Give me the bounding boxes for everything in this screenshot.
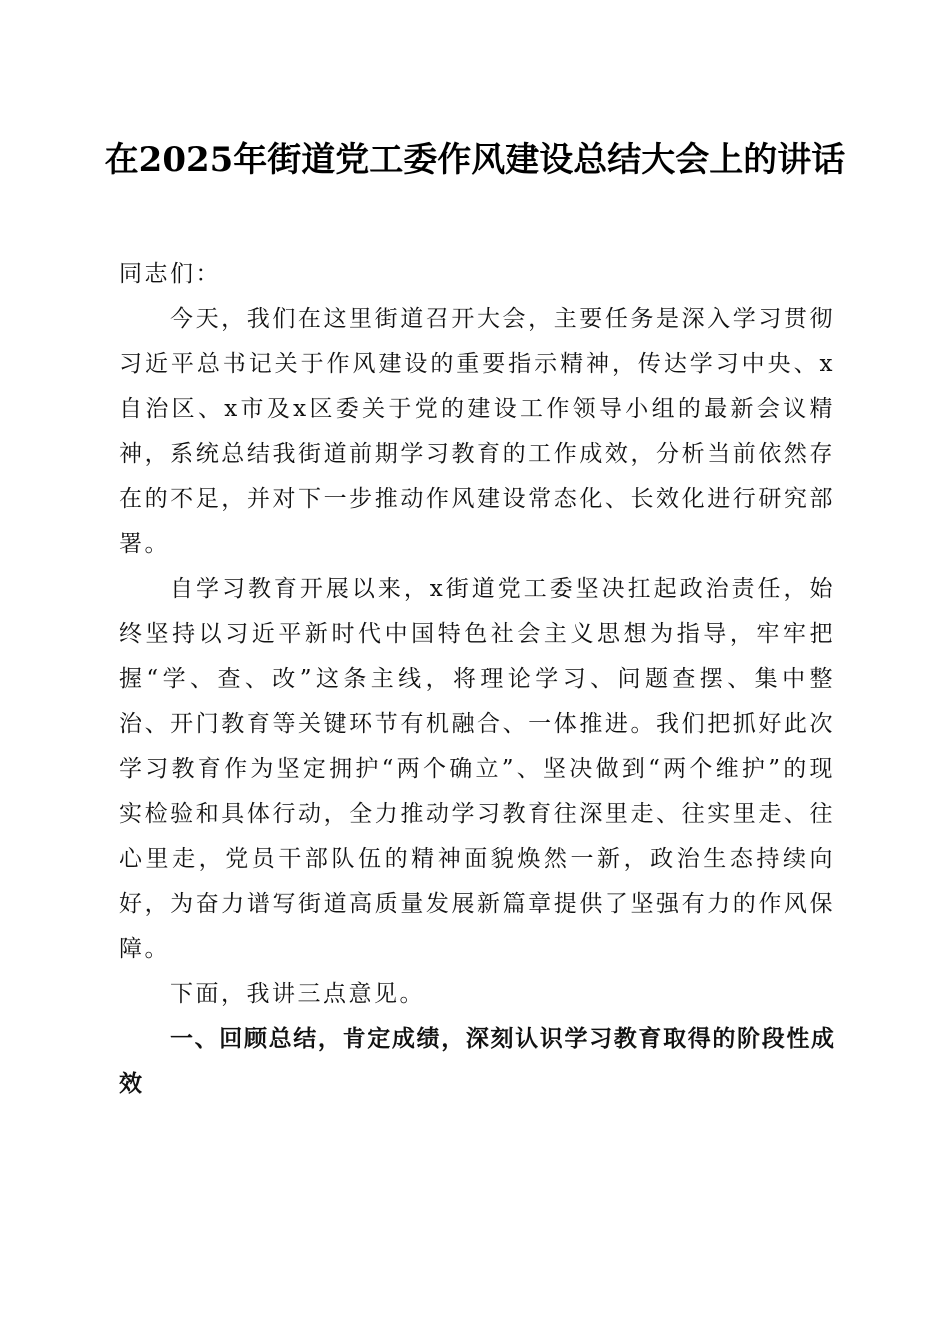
page-title: 在2025年街道党工委作风建设总结大会上的讲话 [104, 140, 846, 180]
paragraph-transition: 下面，我讲三点意见。 [170, 981, 425, 1007]
salutation: 同志们： [119, 261, 221, 287]
paragraph-progress: 自学习教育开展以来，x街道党工委坚决扛起政治责任，始终坚持以习近平新时代中国特色社会主义思想为指导，牢牢把握“学、查、改”这条主线，将理论学习、问题查摆、集中整治、开门教育等关键环节有机融合、一体推进。我们把抓好此次学习教育作为坚定拥护“两个确立”、坚决做到“两个维护”的现实检验和具体行动，全力推动学习教育往深里走、往实里走、往心里走，党员干部队伍的精神面貌焕然一新，政治生态持续向好，为奋力谱写街道高质量发展新篇章提供了坚强有力的作风保障。 [119, 576, 835, 962]
paragraph-opening: 今天，我们在这里街道召开大会，主要任务是深入学习贯彻习近平总书记关于作风建设的重要指示精神，传达学习中央、x自治区、x市及x区委关于党的建设工作领导小组的最新会议精神，系统总结我街道前期学习教育的工作成效，分析当前依然存在的不足，并对下一步推动作风建设常态化、长效化进行研究部署。 [119, 306, 835, 557]
section-heading-1: 一、回顾总结，肯定成绩，深刻认识学习教育取得的阶段性成效 [119, 1026, 835, 1097]
document-body [119, 252, 835, 1107]
